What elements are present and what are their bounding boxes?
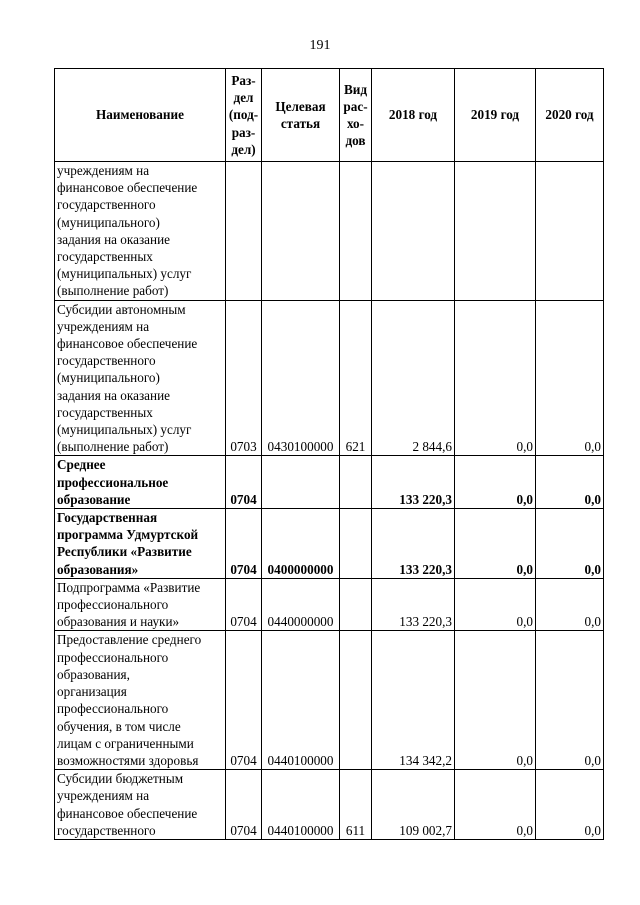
table-row bbox=[55, 509, 604, 579]
row-name-line: государственного bbox=[57, 353, 156, 369]
row-target bbox=[262, 456, 340, 509]
row-kind bbox=[340, 578, 372, 631]
row-name-line: (выполнение работ) bbox=[57, 283, 169, 299]
header-name: Наименование bbox=[55, 69, 226, 162]
row-section: 0704 bbox=[226, 509, 262, 579]
row-name-line: профессионального bbox=[57, 701, 169, 717]
row-name-line: задания на оказание bbox=[57, 387, 170, 403]
header-section: Раз- дел (под- раз- дел) bbox=[226, 69, 262, 162]
row-name-line: государственных bbox=[57, 249, 153, 265]
row-kind: 611 bbox=[340, 770, 372, 840]
row-2020: 0,0 bbox=[536, 578, 604, 631]
table-row bbox=[55, 456, 604, 509]
header-row bbox=[55, 69, 604, 162]
row-2019: 0,0 bbox=[455, 578, 536, 631]
row-2018: 109 002,7 bbox=[372, 770, 455, 840]
row-name-line: (муниципальных) услуг bbox=[57, 266, 192, 282]
row-name-line: профессионального bbox=[57, 649, 169, 665]
row-kind bbox=[340, 631, 372, 770]
row-target: 0440100000 bbox=[262, 770, 340, 840]
row-name-line: государственного bbox=[57, 197, 156, 213]
budget-table bbox=[54, 68, 604, 840]
table-row bbox=[55, 300, 604, 456]
row-2018 bbox=[372, 162, 455, 301]
row-section: 0703 bbox=[226, 300, 262, 456]
table-row bbox=[55, 162, 604, 301]
row-target: 0440100000 bbox=[262, 631, 340, 770]
row-target bbox=[262, 162, 340, 301]
row-name-line: образования, bbox=[57, 666, 130, 682]
row-name bbox=[55, 509, 226, 579]
row-name-line: финансовое обеспечение bbox=[57, 805, 198, 821]
row-name-line: учреждениям на bbox=[57, 318, 150, 334]
row-kind bbox=[340, 162, 372, 301]
row-name-line: образование bbox=[57, 491, 131, 507]
row-name bbox=[55, 578, 226, 631]
row-name-line: Субсидии автономным bbox=[57, 301, 186, 317]
row-name-line: лицам с ограниченными bbox=[57, 735, 194, 751]
row-name-line: (муниципальных) услуг bbox=[57, 422, 192, 438]
header-2020: 2020 год bbox=[536, 69, 604, 162]
row-name-line: задания на оказание bbox=[57, 231, 170, 247]
row-name bbox=[55, 631, 226, 770]
row-name-line: возможностями здоровья bbox=[57, 752, 199, 768]
row-2018: 134 342,2 bbox=[372, 631, 455, 770]
row-2020: 0,0 bbox=[536, 300, 604, 456]
row-name-line: программа Удмуртской bbox=[57, 527, 199, 543]
table-row bbox=[55, 578, 604, 631]
row-2020 bbox=[536, 162, 604, 301]
table-row bbox=[55, 770, 604, 840]
row-2020: 0,0 bbox=[536, 509, 604, 579]
row-section: 0704 bbox=[226, 770, 262, 840]
header-2018: 2018 год bbox=[372, 69, 455, 162]
row-2019: 0,0 bbox=[455, 300, 536, 456]
table-body bbox=[55, 162, 604, 840]
row-name bbox=[55, 770, 226, 840]
page-number: 191 bbox=[309, 38, 331, 53]
row-name bbox=[55, 162, 226, 301]
row-section: 0704 bbox=[226, 578, 262, 631]
header-target: Целевая статья bbox=[262, 69, 340, 162]
row-2019: 0,0 bbox=[455, 456, 536, 509]
row-2020: 0,0 bbox=[536, 631, 604, 770]
row-kind bbox=[340, 509, 372, 579]
row-section: 0704 bbox=[226, 631, 262, 770]
row-target: 0440000000 bbox=[262, 578, 340, 631]
header-kind: Вид рас- хо- дов bbox=[340, 69, 372, 162]
row-name-line: Республики «Развитие bbox=[57, 544, 192, 560]
row-name bbox=[55, 300, 226, 456]
row-name bbox=[55, 456, 226, 509]
row-name-line: государственных bbox=[57, 404, 153, 420]
row-2020: 0,0 bbox=[536, 456, 604, 509]
row-name-line: Среднее bbox=[57, 457, 106, 473]
row-name-line: учреждениям на bbox=[57, 788, 150, 804]
row-2020: 0,0 bbox=[536, 770, 604, 840]
row-section: 0704 bbox=[226, 456, 262, 509]
row-target: 0400000000 bbox=[262, 509, 340, 579]
row-kind bbox=[340, 456, 372, 509]
row-2019 bbox=[455, 162, 536, 301]
row-2018: 133 220,3 bbox=[372, 578, 455, 631]
row-target: 0430100000 bbox=[262, 300, 340, 456]
row-section bbox=[226, 162, 262, 301]
row-2018: 133 220,3 bbox=[372, 456, 455, 509]
row-2019: 0,0 bbox=[455, 631, 536, 770]
row-name-line: Предоставление среднего bbox=[57, 632, 202, 648]
row-kind: 621 bbox=[340, 300, 372, 456]
row-name-line: (муниципального) bbox=[57, 214, 160, 230]
row-name-line: государственного bbox=[57, 822, 156, 838]
row-name-line: профессионального bbox=[57, 597, 169, 613]
row-2018: 2 844,6 bbox=[372, 300, 455, 456]
row-name-line: (выполнение работ) bbox=[57, 439, 169, 455]
row-name-line: организация bbox=[57, 684, 127, 700]
row-name-line: финансовое обеспечение bbox=[57, 336, 198, 352]
row-name-line: образования» bbox=[57, 561, 139, 577]
row-name-line: образования и науки» bbox=[57, 614, 180, 630]
row-name-line: учреждениям на bbox=[57, 163, 150, 178]
row-name-line: Государственная bbox=[57, 510, 158, 526]
row-2019: 0,0 bbox=[455, 509, 536, 579]
row-name-line: финансовое обеспечение bbox=[57, 180, 198, 196]
row-name-line: Подпрограмма «Развитие bbox=[57, 579, 201, 595]
row-name-line: Субсидии бюджетным bbox=[57, 771, 184, 787]
row-2019: 0,0 bbox=[455, 770, 536, 840]
row-name-line: профессиональное bbox=[57, 474, 169, 490]
table-row bbox=[55, 631, 604, 770]
row-2018: 133 220,3 bbox=[372, 509, 455, 579]
header-2019: 2019 год bbox=[455, 69, 536, 162]
row-name-line: (муниципального) bbox=[57, 370, 160, 386]
row-name-line: обучения, в том числе bbox=[57, 718, 181, 734]
